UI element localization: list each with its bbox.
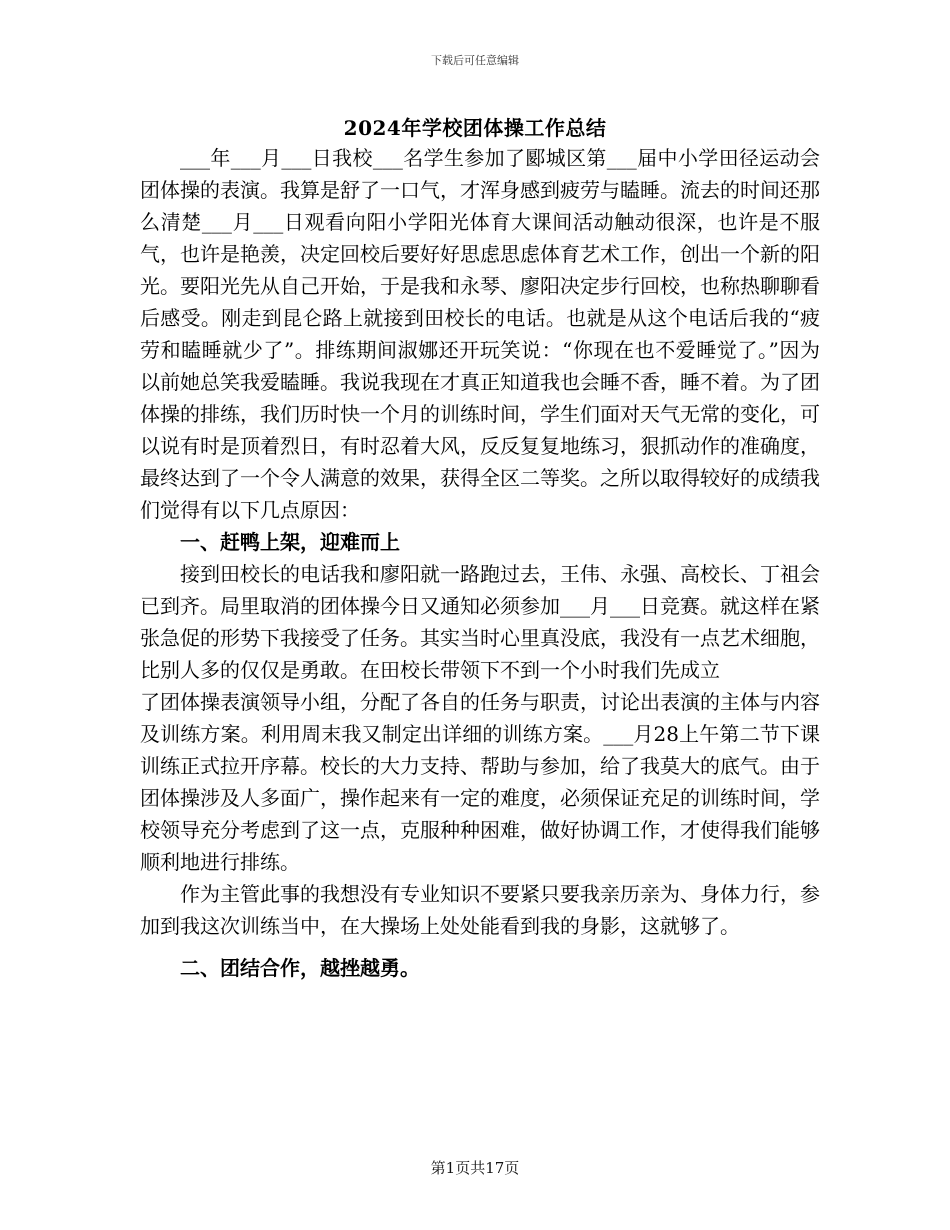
section-heading-1: 一、赶鸭上架，迎难而上 xyxy=(180,530,400,554)
page-header-note: 下载后可任意编辑 xyxy=(431,54,519,67)
section1-paragraph-1: 接到田校长的电话我和廖阳就一路跑过去，王伟、永强、高校长、丁祖会已到齐。局里取消的团体操今日又通知必须参加___月___日竞赛。就这样在紧张急促的形势下我接受了任务。其实当时心里真没底，我没有一点艺术细胞，比别人多的仅仅是勇敢。在田校长带领下不到一个小时我们先成立 xyxy=(140,562,820,682)
document-body xyxy=(140,142,820,984)
page-number: 第1页共17页 xyxy=(430,1159,520,1177)
intro-paragraph: ___年___月___日我校___名学生参加了郾城区第___届中小学田径运动会团体操的表演。我算是舒了一口气，才浑身感到疲劳与瞌睡。流去的时间还那么清楚___月___日观看向阳小学阳光体育大课间活动触动很深，也许是不服气，也许是艳羡，决定回校后要好好思虑思虑体育艺术工作，创出一个新的阳光。要阳光先从自己开始，于是我和永琴、廖阳决定步行回校，也称热聊聊看后感受。刚走到昆仑路上就接到田校长的电话。也就是从这个电话后我的“疲劳和瞌睡就少了”。排练期间淑娜还开玩笑说：“你现在也不爱睡觉了。”因为以前她总笑我爱瞌睡。我说我现在才真正知道我也会睡不香，睡不着。为了团体操的排练，我们历时快一个月的训练时间，学生们面对天气无常的变化，可以说有时是顶着烈日，有时忍着大风，反反复复地练习，狠抓动作的准确度，最终达到了一个令人满意的效果，获得全区二等奖。之所以取得较好的成绩我们觉得有以下几点原因： xyxy=(140,146,820,522)
section-heading-2: 二、团结合作，越挫越勇。 xyxy=(180,956,420,980)
section1-paragraph-3: 作为主管此事的我想没有专业知识不要紧只要我亲历亲为、身体力行，参加到我这次训练当中，在大操场上处处能看到我的身影，这就够了。 xyxy=(140,882,820,938)
section1-paragraph-2: 了团体操表演领导小组，分配了各自的任务与职责，讨论出表演的主体与内容及训练方案。利用周末我又制定出详细的训练方案。___月28上午第二节下课训练正式拉开序幕。校长的大力支持、帮助与参加，给了我莫大的底气。由于团体操涉及人多面广，操作起来有一定的难度，必须保证充足的训练时间，学校领导充分考虑到了这一点，克服种种困难，做好协调工作，才使得我们能够顺利地进行排练。 xyxy=(140,690,820,874)
document-title: 2024年学校团体操工作总结 xyxy=(343,116,607,140)
